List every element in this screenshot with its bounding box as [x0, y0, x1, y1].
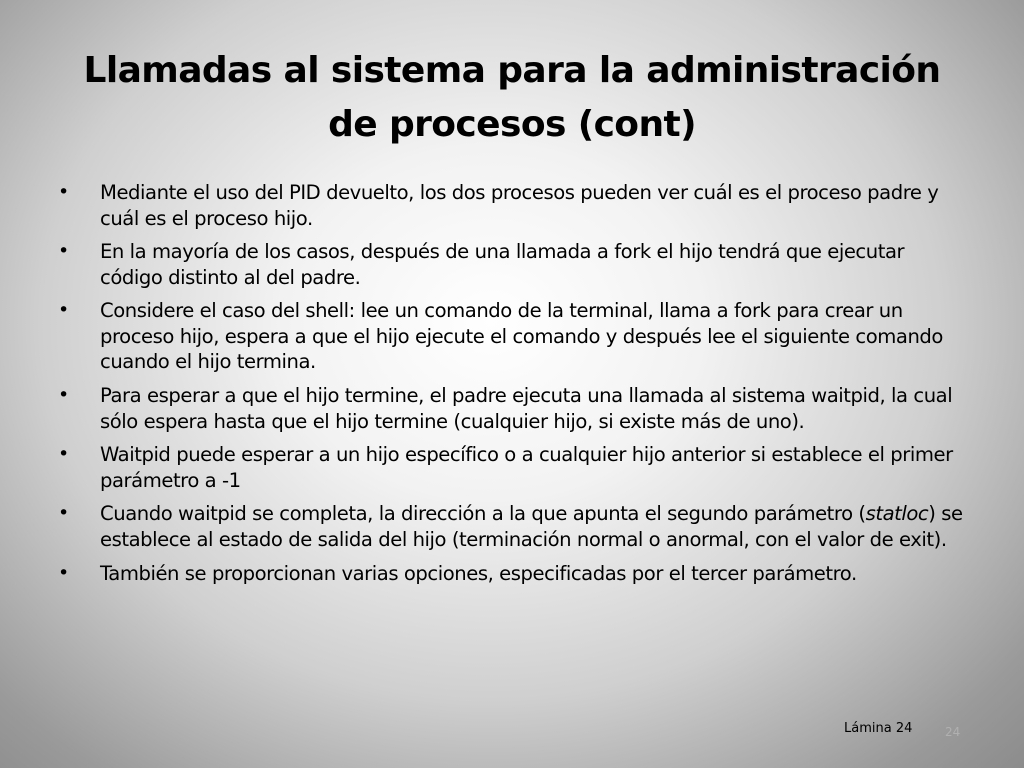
slide-number: 24	[945, 725, 961, 739]
bullet-text: En la mayoría de los casos, después de una llamada a fork el hijo tendrá que ejecutar código distinto al del padre.	[100, 240, 905, 289]
bullet-dot-icon: •	[58, 299, 69, 322]
bullet-list	[58, 180, 970, 594]
bullet-item	[58, 501, 970, 552]
bullet-dot-icon: •	[58, 443, 69, 466]
bullet-dot-icon: •	[58, 502, 69, 525]
bullet-item	[58, 180, 970, 231]
bullet-dot-icon: •	[58, 384, 69, 407]
bullet-text: Waitpid puede esperar a un hijo específico o a cualquier hijo anterior si establece el primer parámetro a -1	[100, 443, 953, 492]
bullet-item	[58, 561, 970, 587]
bullet-text: Considere el caso del shell: lee un comando de la terminal, llama a fork para crear un proceso hijo, espera a que el hijo ejecute el comando y después lee el siguiente comando cuando el hijo termina.	[100, 299, 943, 374]
bullet-item	[58, 298, 970, 375]
bullet-text: Mediante el uso del PID devuelto, los dos procesos pueden ver cuál es el proceso padre y cuál es el proceso hijo.	[100, 181, 939, 230]
footer-slide-label: Lámina 24	[844, 721, 913, 736]
bullet-text: Para esperar a que el hijo termine, el padre ejecuta una llamada al sistema waitpid, la cual sólo espera hasta que el hijo termine (cualquier hijo, si existe más de uno).	[100, 384, 953, 433]
bullet-item	[58, 239, 970, 290]
bullet-text	[100, 502, 963, 551]
statloc-term: statloc	[865, 502, 929, 526]
bullet-item	[58, 383, 970, 434]
bullet-dot-icon: •	[58, 561, 69, 584]
bullet-dot-icon: •	[58, 240, 69, 263]
bullet-text-after: ) se establece al estado de salida del hijo (terminación normal o anormal, con el valor de exit).	[100, 502, 963, 551]
slide-title: Llamadas al sistema para la administración de procesos (cont)	[83, 50, 941, 145]
bullet-dot-icon: •	[58, 181, 69, 203]
bullet-text-before: Cuando waitpid se completa, la dirección a la que apunta el segundo parámetro (	[100, 502, 866, 526]
bullet-item	[58, 442, 970, 493]
bullet-text: También se proporcionan varias opciones, especificadas por el tercer parámetro.	[100, 561, 857, 585]
